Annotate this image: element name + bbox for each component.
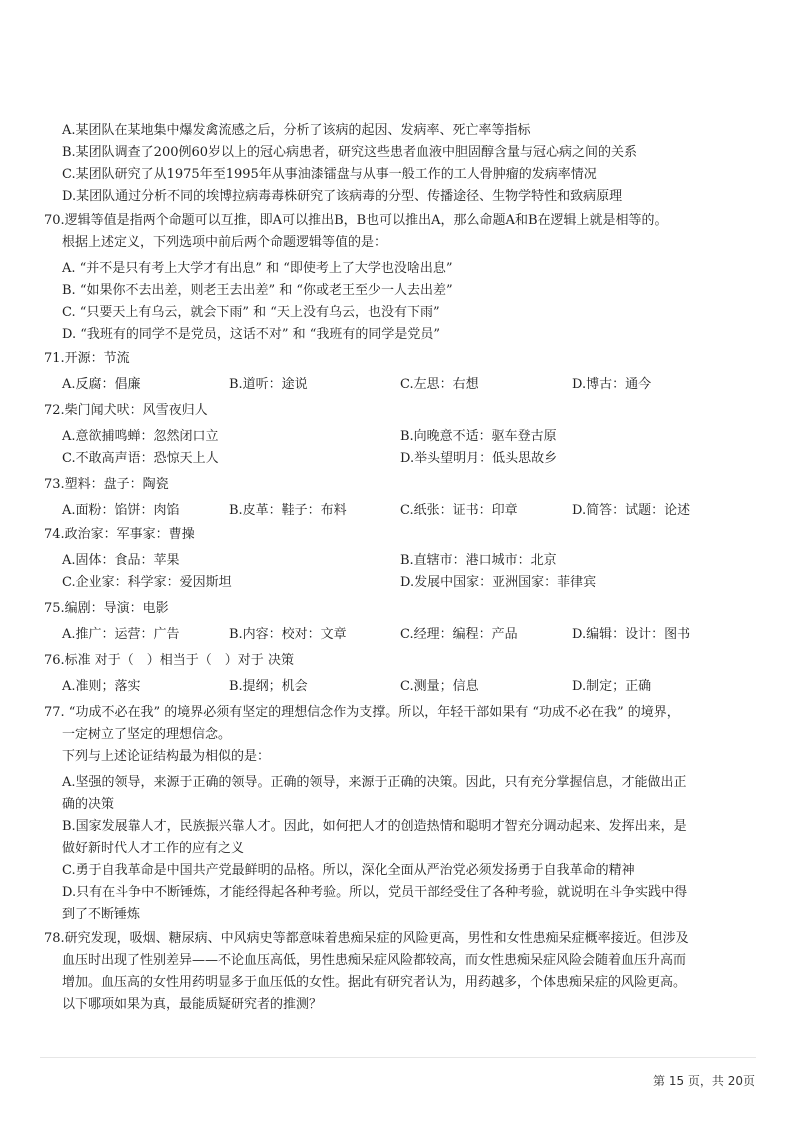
q72-option-b: B.向晚意不适：驱车登古原: [400, 429, 557, 444]
q75-option-d: D.编辑：设计：图书: [572, 627, 691, 642]
q73-stem: 73.塑料：盘子：陶瓷: [44, 477, 169, 492]
q69-option-d: D.某团队通过分析不同的埃博拉病毒毒株研究了该病毒的分型、传播途径、生物学特性和致病原理: [62, 189, 623, 204]
q77-question: 下列与上述论证结构最为相似的是：: [62, 749, 271, 764]
q72-option-d: D.举头望明月：低头思故乡: [400, 451, 558, 466]
q75-option-c: C.经理：编程：产品: [400, 627, 518, 642]
q77-option-a: A.坚强的领导，来源于正确的领导。正确的领导，来源于正确的决策。因此，只有充分掌握信息，才能做出正: [62, 775, 687, 790]
q71-stem: 71.开源：节流: [44, 351, 130, 366]
q77-option-d: D.只有在斗争中不断锤炼，才能经得起各种考验。所以，党员干部经受住了各种考验，就说明在斗争实践中得: [62, 885, 688, 900]
q78-question: 以下哪项如果为真，最能质疑研究者的推测？: [62, 997, 323, 1012]
q77-option-c: C.勇于自我革命是中国共产党最鲜明的品格。所以，深化全面从严治党必须发扬勇于自我革命的精神: [62, 863, 635, 878]
q77-option-a-cont: 确的决策: [62, 797, 115, 812]
q78-stem: 78.研究发现，吸烟、糖尿病、中风病史等都意味着患痴呆症的风险更高，男性和女性患痴呆症概率接近。但涉及: [44, 931, 689, 946]
q76-stem: 76.标准 对于（ ）相当于（ ）对于 决策: [44, 653, 294, 668]
q73-option-d: D.简答：试题：论述: [572, 503, 691, 518]
q72-option-c: C.不敢高声语：恐惊天上人: [62, 451, 219, 466]
q70-option-a: A. “并不是只有考上大学才有出息” 和 “即使考上了大学也没啥出息”: [62, 261, 453, 276]
q77-stem: 77. “功成不必在我” 的境界必须有坚定的理想信念作为支撑。所以，年轻干部如果有 “功成不必在我” 的境界，: [44, 705, 680, 720]
q77-stem-cont: 一定树立了坚定的理想信念。: [62, 727, 232, 742]
q71-option-d: D.博古：通今: [572, 377, 652, 392]
q74-option-a: A.固体：食品：苹果: [62, 553, 180, 568]
q69-option-c: C.某团队研究了从1975年至1995年从事油漆镭盘与从事一般工作的工人骨肿瘤的发病率情况: [62, 167, 597, 182]
q70-stem-cont: 根据上述定义，下列选项中前后两个命题逻辑等值的是：: [62, 235, 388, 250]
q73-option-b: B.皮革：鞋子：布料: [229, 503, 347, 518]
q74-option-b: B.直辖市：港口城市：北京: [400, 553, 557, 568]
q76-option-a: A.准则；落实: [62, 679, 141, 694]
q75-option-a: A.推广：运营：广告: [62, 627, 180, 642]
q78-stem-line-3: 增加。血压高的女性用药明显多于血压低的女性。据此有研究者认为，用药越多，个体患痴呆症的风险更高。: [62, 975, 687, 990]
q69-option-b: B.某团队调查了200例60岁以上的冠心病患者，研究这些患者血液中胆固醇含量与冠心病之间的关系: [62, 145, 638, 160]
footer-divider: [40, 1057, 756, 1058]
q70-option-b: B. “如果你不去出差，则老王去出差” 和 “你或老王至少一人去出差”: [62, 283, 453, 298]
q71-option-b: B.道听：途说: [229, 377, 308, 392]
q73-option-c: C.纸张：证书：印章: [400, 503, 518, 518]
q74-option-d: D.发展中国家：亚洲国家：菲律宾: [400, 575, 597, 590]
q74-stem: 74.政治家：军事家：曹操: [44, 527, 195, 542]
q76-option-b: B.提纲；机会: [229, 679, 308, 694]
q77-option-b-cont: 做好新时代人才工作的应有之义: [62, 841, 245, 856]
q71-option-c: C.左思：右想: [400, 377, 479, 392]
q76-option-c: C.测量；信息: [400, 679, 479, 694]
page-number: 第 15 页，共 20页: [653, 1074, 755, 1088]
q77-option-d-cont: 到了不断锤炼: [62, 907, 141, 922]
q72-stem: 72.柴门闻犬吠：风雪夜归人: [44, 403, 208, 418]
q69-option-a: A.某团队在某地集中爆发禽流感之后，分析了该病的起因、发病率、死亡率等指标: [62, 123, 531, 138]
q78-stem-line-2: 血压时出现了性别差异——不论血压高低，男性患痴呆症风险都较高，而女性患痴呆症风险会随着血压升高而: [62, 953, 687, 968]
q70-option-c: C. “只要天上有乌云，就会下雨” 和 “天上没有乌云，也没有下雨”: [62, 305, 440, 320]
q76-option-d: D.制定；正确: [572, 679, 652, 694]
q71-option-a: A.反腐：倡廉: [62, 377, 141, 392]
q70-stem: 70.逻辑等值是指两个命题可以互推，即A可以推出B，B也可以推出A，那么命题A和B在逻辑上就是相等的。: [44, 213, 668, 228]
q74-option-c: C.企业家：科学家：爱因斯坦: [62, 575, 232, 590]
q77-option-b: B.国家发展靠人才，民族振兴靠人才。因此，如何把人才的创造热情和聪明才智充分调动起来、发挥出来，是: [62, 819, 687, 834]
q75-stem: 75.编剧：导演：电影: [44, 601, 169, 616]
q73-option-a: A.面粉：馅饼：肉馅: [62, 503, 180, 518]
q70-option-d: D. “我班有的同学不是党员，这话不对” 和 “我班有的同学是党员”: [62, 327, 441, 342]
q72-option-a: A.意欲捕鸣蝉：忽然闭口立: [62, 429, 219, 444]
q75-option-b: B.内容：校对：文章: [229, 627, 347, 642]
